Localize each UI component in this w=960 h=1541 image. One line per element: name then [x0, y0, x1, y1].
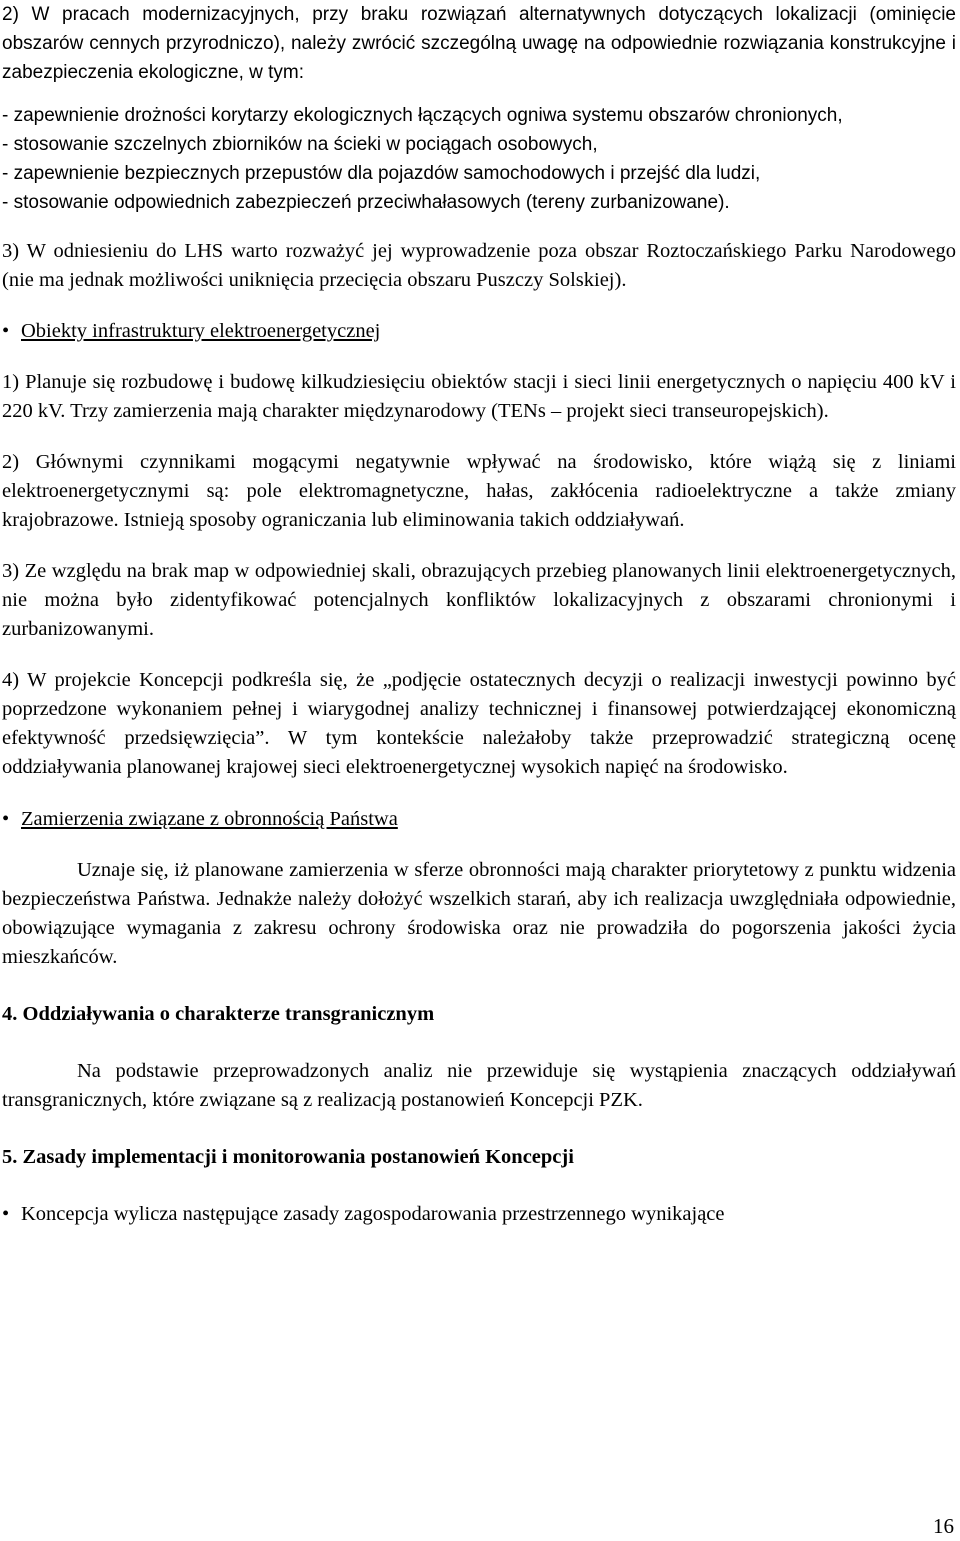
bullet-icon: •: [2, 320, 10, 342]
defense-section-heading: [2, 805, 956, 834]
energy-paragraph-1: 1) Planuje się rozbudowę i budowę kilkudziesięciu obiektów stacji i sieci linii energetycznych o napięciu 400 kV i 220 kV. Trzy zamierzenia mają charakter międzynarodowy (TENs – projekt sieci transeuropejskich).: [2, 371, 956, 422]
section-4-paragraph: Na podstawie przeprowadzonych analiz nie przewiduje się wystąpienia znaczących oddziaływań transgranicznych, które związane są z realizacją postanowień Koncepcji PZK.: [2, 1060, 956, 1111]
defense-paragraph: Uznaje się, iż planowane zamierzenia w sferze obronności mają charakter priorytetowy z punktu widzenia bezpieczeństwa Państwa. Jednakże należy dołożyć wszelkich starań, aby ich realizacja uwzględniała odpowiednie, obowiązujące wymagania z zakresu ochrony środowiska oraz nie prowadziła do pogorszenia jakości życia mieszkańców.: [2, 859, 956, 968]
list-item: - zapewnienie bezpiecznych przepustów dla pojazdów samochodowych i przejść dla ludzi,: [2, 163, 761, 184]
energy-paragraph-2: 2) Głównymi czynnikami mogącymi negatywnie wpływać na środowisko, które wiążą się z liniami elektroenergetycznymi są: pole elektromagnetyczne, hałas, zakłócenia radioelektryczne a także zmiany krajobrazowe. Istnieją sposoby ograniczania lub eliminowania takich oddziaływań.: [2, 451, 956, 531]
list-item-text: Koncepcja wylicza następujące zasady zagospodarowania przestrzennego wynikające: [21, 1203, 725, 1225]
energy-paragraph-4: 4) W projekcie Koncepcji podkreśla się, że „podjęcie ostatecznych decyzji o realizacji inwestycji powinno być poprzedzone wykonaniem pełnej i wiarygodnej analizy technicznej i finansowej potwierdzającej ekonomiczną efektywność przedsięwzięcia”. W tym kontekście należałoby także przeprowadzić strategiczną ocenę oddziaływania planowanej krajowej sieci elektroenergetycznej wysokich napięć na środowisko.: [2, 669, 956, 778]
section-4-heading: 4. Oddziaływania o charakterze transgranicznym: [2, 1003, 435, 1025]
document-page: [2, 0, 956, 1229]
measures-list: [2, 101, 956, 217]
section-title: Obiekty infrastruktury elektroenergetycznej: [21, 320, 381, 342]
bullet-icon: •: [2, 1203, 10, 1225]
list-item: - zapewnienie drożności korytarzy ekologicznych łączących ogniwa systemu obszarów chronionych,: [2, 105, 843, 126]
paragraph-lhs: 3) W odniesieniu do LHS warto rozważyć jej wyprowadzenie poza obszar Roztoczańskiego Parku Narodowego (nie ma jednak możliwości uniknięcia przecięcia obszaru Puszczy Solskiej).: [2, 240, 956, 291]
bullet-icon: •: [2, 808, 10, 830]
section-5-heading: 5. Zasady implementacji i monitorowania postanowień Koncepcji: [2, 1146, 574, 1168]
energy-paragraph-3: 3) Ze względu na brak map w odpowiedniej skali, obrazujących przebieg planowanych linii elektroenergetycznych, nie można było zidentyfikować potencjalnych konfliktów lokalizacyjnych z obszarami chronionymi i zurbanizowanymi.: [2, 560, 956, 640]
intro-paragraph: 2) W pracach modernizacyjnych, przy braku rozwiązań alternatywnych dotyczących lokalizacji (ominięcie obszarów cennych przyrodniczo), należy zwrócić szczególną uwagę na odpowiednie rozwiązania konstrukcyjne i zabezpieczenia ekologiczne, w tym:: [2, 4, 956, 83]
energy-section-heading: [2, 317, 956, 346]
section-5-item: [2, 1200, 956, 1229]
list-item: - stosowanie szczelnych zbiorników na ścieki w pociągach osobowych,: [2, 134, 598, 155]
page-number: 16: [933, 1514, 954, 1538]
section-title: Zamierzenia związane z obronnością Państwa: [21, 808, 398, 830]
list-item: - stosowanie odpowiednich zabezpieczeń przeciwhałasowych (tereny zurbanizowane).: [2, 192, 730, 213]
